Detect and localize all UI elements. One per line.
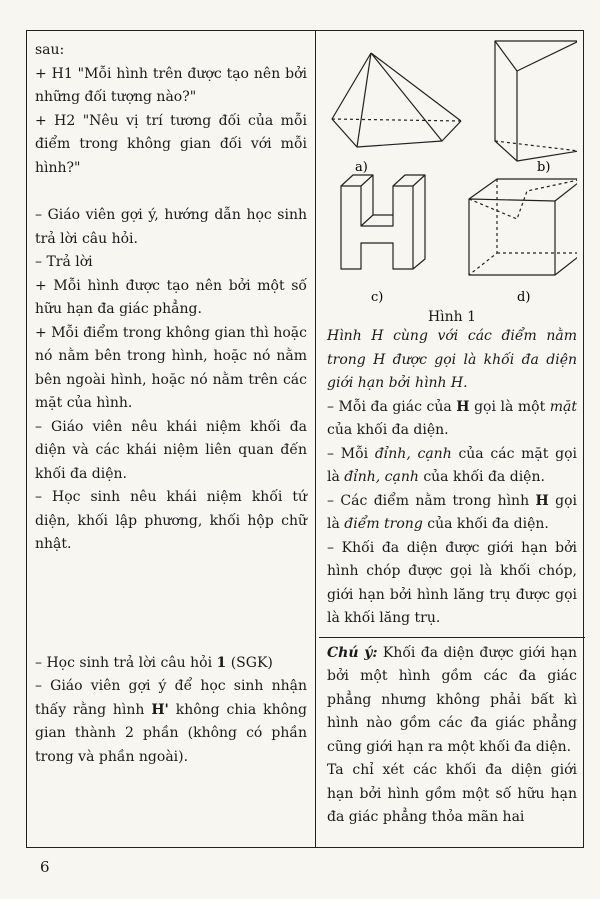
teacher-hint-h-prime: – Giáo viên gợi ý để học sinh nhận thấy rằng hình H' không chia không gian thành 2 phần (không có phần trong và phần ngoài). [35,678,307,765]
student-answer-q1: – Học sinh trả lời câu hỏi 1 (SGK) [35,654,273,671]
last-paragraph: Ta chỉ xét các khối đa diện giới hạn bởi hình gồm một số hữu hạn đa giác phẳng thỏa mãn hai [327,762,577,825]
interior-point-definition: – Các điểm nằm trong hình H gọi là điểm trong của khối đa diện. [327,492,577,532]
right-column [319,31,585,830]
face-definition: – Mỗi đa giác của H gọi là một mặt của khối đa diện. [327,398,577,438]
question-h2: + H2 "Nêu vị trí tương đối của mỗi điểm trong không gian đối với mỗi hình?" [35,112,307,176]
left-text-sau: sau: [35,42,65,58]
pyramid-drawing [332,53,461,147]
vertex-edge-definition: – Mỗi đỉnh, cạnh của các mặt gọi là đỉnh, cạnh của khối đa diện. [327,445,577,485]
fig-label-a: a) [355,160,368,175]
left-column [27,31,315,769]
teacher-concept: – Giáo viên nêu khái niệm khối đa diện và các khái niệm liên quan đến khối đa diện. [35,418,307,482]
teacher-hint: – Giáo viên gợi ý, hướng dẫn học sinh trả lời câu hỏi. [35,207,307,247]
h-block-drawing [341,175,425,269]
column-divider [315,31,316,847]
fig-label-b: b) [537,160,551,175]
figure-1 [327,31,577,331]
definition-block: Hình H cùng với các điểm nằm trong H được gọi là khối đa diện giới hạn bởi hình H. [327,328,577,391]
figure-title: Hình 1 [427,309,477,325]
answer-heading: – Trả lời [35,254,93,270]
hollow-box-drawing [469,179,577,275]
note-paragraph: Chú ý: Khối đa diện được giới hạn bởi một hình gồm các đa giác phẳng nhưng không phải bất kì hình nào gồm các đa giác phẳng cũng giới hạn ra một khối đa diện. [327,644,577,755]
answer-1: + Mỗi hình được tạo nên bởi một số hữu hạn đa giác phẳng. [35,277,307,317]
student-concept: – Học sinh nêu khái niệm khối tứ diện, khối lập phương, khối hộp chữ nhật. [35,489,307,552]
note-separator [319,637,585,638]
two-column-table [26,30,584,848]
pyramid-prism-definition: – Khối đa diện được giới hạn bởi hình chóp được gọi là khối chóp, giới hạn bởi hình lăng trụ được gọi là khối lăng trụ. [327,539,577,626]
answer-2: + Mỗi điểm trong không gian thì hoặc nó nằm bên trong hình, hoặc nó nằm bên ngoài hình, hoặc nó nằm trên các mặt của hình. [35,324,307,411]
fig-label-c: c) [371,290,384,305]
page-number: 6 [40,858,50,876]
question-h1: + H1 "Mỗi hình trên được tạo nên bởi những đối tượng nào?" [35,65,307,105]
polyhedra-figure [327,31,577,331]
prism-drawing [495,41,577,161]
fig-label-d: d) [517,290,531,305]
